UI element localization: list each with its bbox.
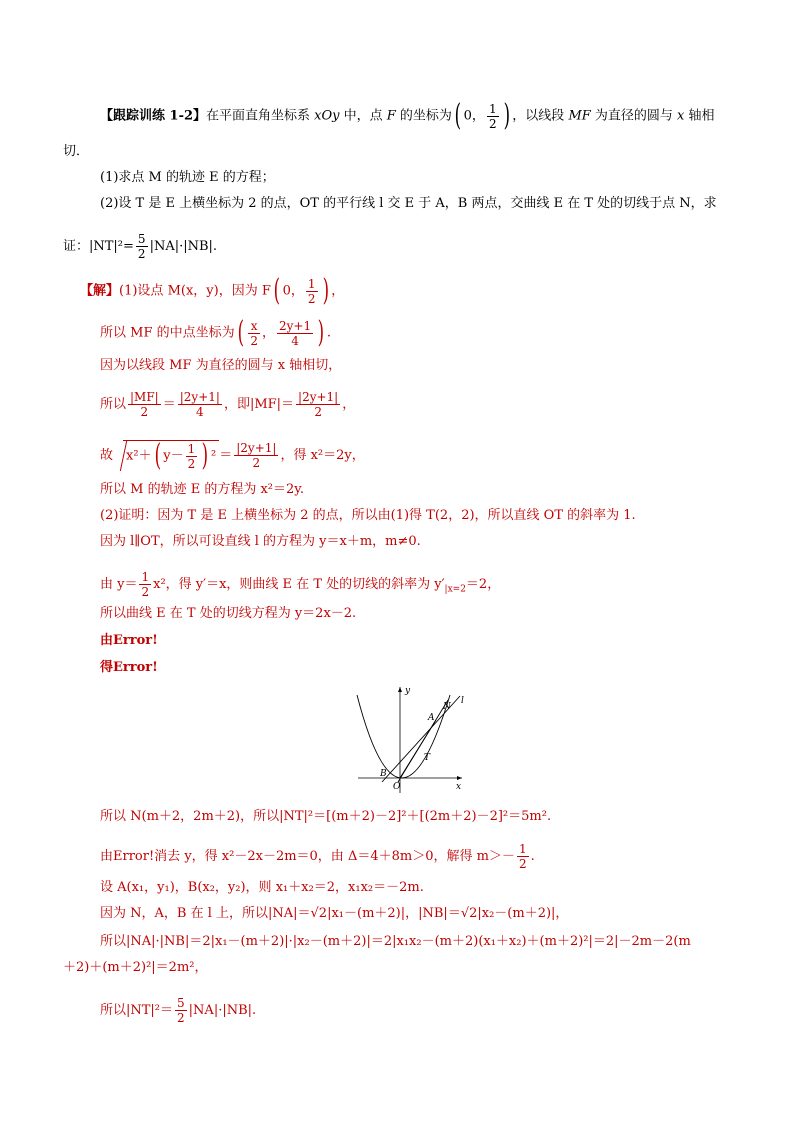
x-axis-arrow <box>457 776 462 780</box>
problem-tag: 【跟踪训练 1-2】 <box>100 108 207 124</box>
N-label: N <box>443 702 451 712</box>
T-label: T <box>424 753 431 763</box>
question-2: (2)设 T 是 E 上横坐标为 2 的点，OT 的平行线 l 交 E 于 A，B 两点，交曲线 E 在 T 处的切线于点 N，求 <box>100 196 717 211</box>
problem-line-1: 【跟踪训练 1-2】在平面直角坐标系 xOy 中，点 F 的坐标为( 0， $\frac{1}{2}$ ) ，以线段 MF 为直径的圆与 x 轴相 <box>100 98 715 133</box>
fraction: $\frac{1}{2}$ <box>307 276 316 306</box>
solution-line-12: 得Error! <box>100 660 158 675</box>
y-axis-arrow <box>398 687 402 692</box>
fraction: $\frac{1}{2}$ <box>187 441 196 471</box>
solution-line-15: 设 A(x₁，y₁)，B(x₂，y₂)，则 x₁＋x₂＝2，x₁x₂＝－2m. <box>100 880 424 895</box>
solution-label: 【解】 <box>80 283 120 299</box>
fraction: $\frac{|2y+1|}{2}$ <box>298 390 339 419</box>
question-1: (1)求点 M 的轨迹 E 的方程； <box>100 170 275 185</box>
solution-line-8: 因为 l∥OT，所以可设直线 l 的方程为 y＝x＋m，m≠0. <box>100 534 421 549</box>
solution-line-16: 因为 N，A，B 在 l 上，所以|NA|＝√2|x₁－(m＋2)|，|NB|＝√2|x₂－(m＋2)|， <box>100 906 569 921</box>
fraction: $\frac{|2y+1|}{2}$ <box>236 441 277 470</box>
solution-line-11: 由Error! <box>100 633 158 648</box>
solution-line-6: 所以 M 的轨迹 E 的方程为 x²＝2y. <box>100 482 305 497</box>
A-label: A <box>428 713 435 723</box>
sqrt-expression: x²＋( y－ $\frac{1}{2}$ ) ² <box>123 440 219 471</box>
fraction: $\frac{2y+1}{4}$ <box>278 318 312 348</box>
solution-line-2: 所以 MF 的中点坐标为( $\frac{x}{2}$ ， $\frac{2y+1}{4}$ ) . <box>100 315 331 350</box>
solution-line-10: 所以曲线 E 在 T 处的切线方程为 y＝2x－2. <box>100 606 357 621</box>
fraction: $\frac{1}{2}$ <box>488 101 497 131</box>
solution-line-13: 所以 N(m＋2，2m＋2)，所以|NT|²＝[(m＋2)－2]²＋[(2m＋2)－2]²＝5m². <box>100 809 552 824</box>
parabola-curve <box>357 695 450 778</box>
fraction: $\frac{5}{2}$ <box>177 996 185 1025</box>
fraction: $\frac{1}{2}$ <box>141 570 150 599</box>
solution-line-3: 因为以线段 MF 为直径的圆与 x 轴相切， <box>100 358 342 373</box>
problem-line-2: 切． <box>63 144 90 159</box>
question-2-cont: 证：|NT|²= $\frac{5}{2}$ |NA|·|NB|. <box>63 232 218 261</box>
O-label: O <box>393 782 401 792</box>
fraction: $\frac{|2y+1|}{4}$ <box>179 390 220 419</box>
y-label: y <box>405 686 411 696</box>
fraction: $\frac{|MF|}{2}$ <box>130 390 159 419</box>
solution-line-14: 由Error!消去 y，得 x²－2x－2m＝0，由 Δ＝4＋8m＞0，解得 m＞－ $\frac{1}{2}$ . <box>100 842 535 871</box>
fraction: $\frac{x}{2}$ <box>250 318 258 348</box>
B-label: B <box>380 769 387 779</box>
parabola-figure <box>352 681 467 797</box>
l-label: l <box>461 696 464 706</box>
segment-OT <box>400 720 436 778</box>
solution-line-9: 由 y＝ $\frac{1}{2}$ x²，得 y′＝x，则曲线 E 在 T 处的切线的斜率为 $y'_{|x=2}=2$， <box>100 570 501 599</box>
solution-line-19: 所以|NT|²＝ $\frac{5}{2}$ |NA|·|NB|. <box>100 996 257 1025</box>
solution-line-7: (2)证明：因为 T 是 E 上横坐标为 2 的点，所以由(1)得 T(2，2)，所以直线 OT 的斜率为 1. <box>100 508 636 523</box>
solution-line-18: ＋2)＋(m＋2)²|＝2m²， <box>63 960 208 975</box>
solution-line-5: 故 x²＋( y－ $\frac{1}{2}$ ) ² ＝ $\frac{|2y+1|}{2}$ ，得 x²＝2y， <box>100 438 365 473</box>
x-label: x <box>456 782 462 792</box>
solution-line-4: 所以 $\frac{|MF|}{2}$ ＝ $\frac{|2y+1|}{4}$ ，即|MF|＝ $\frac{|2y+1|}{2}$ ， <box>100 390 356 419</box>
fraction: $\frac{1}{2}$ <box>518 842 527 871</box>
solution-line-1: 【解】(1)设点 M(x，y)，因为 F( 0， $\frac{1}{2}$ ) ， <box>80 273 345 308</box>
fraction: $\frac{5}{2}$ <box>137 232 146 261</box>
solution-line-17: 所以|NA|·|NB|＝2|x₁－(m＋2)|·|x₂－(m＋2)|＝2|x₁x₂－(m＋2)(x₁＋x₂)＋(m＋2)²|＝2|－2m－2(m <box>100 934 691 949</box>
